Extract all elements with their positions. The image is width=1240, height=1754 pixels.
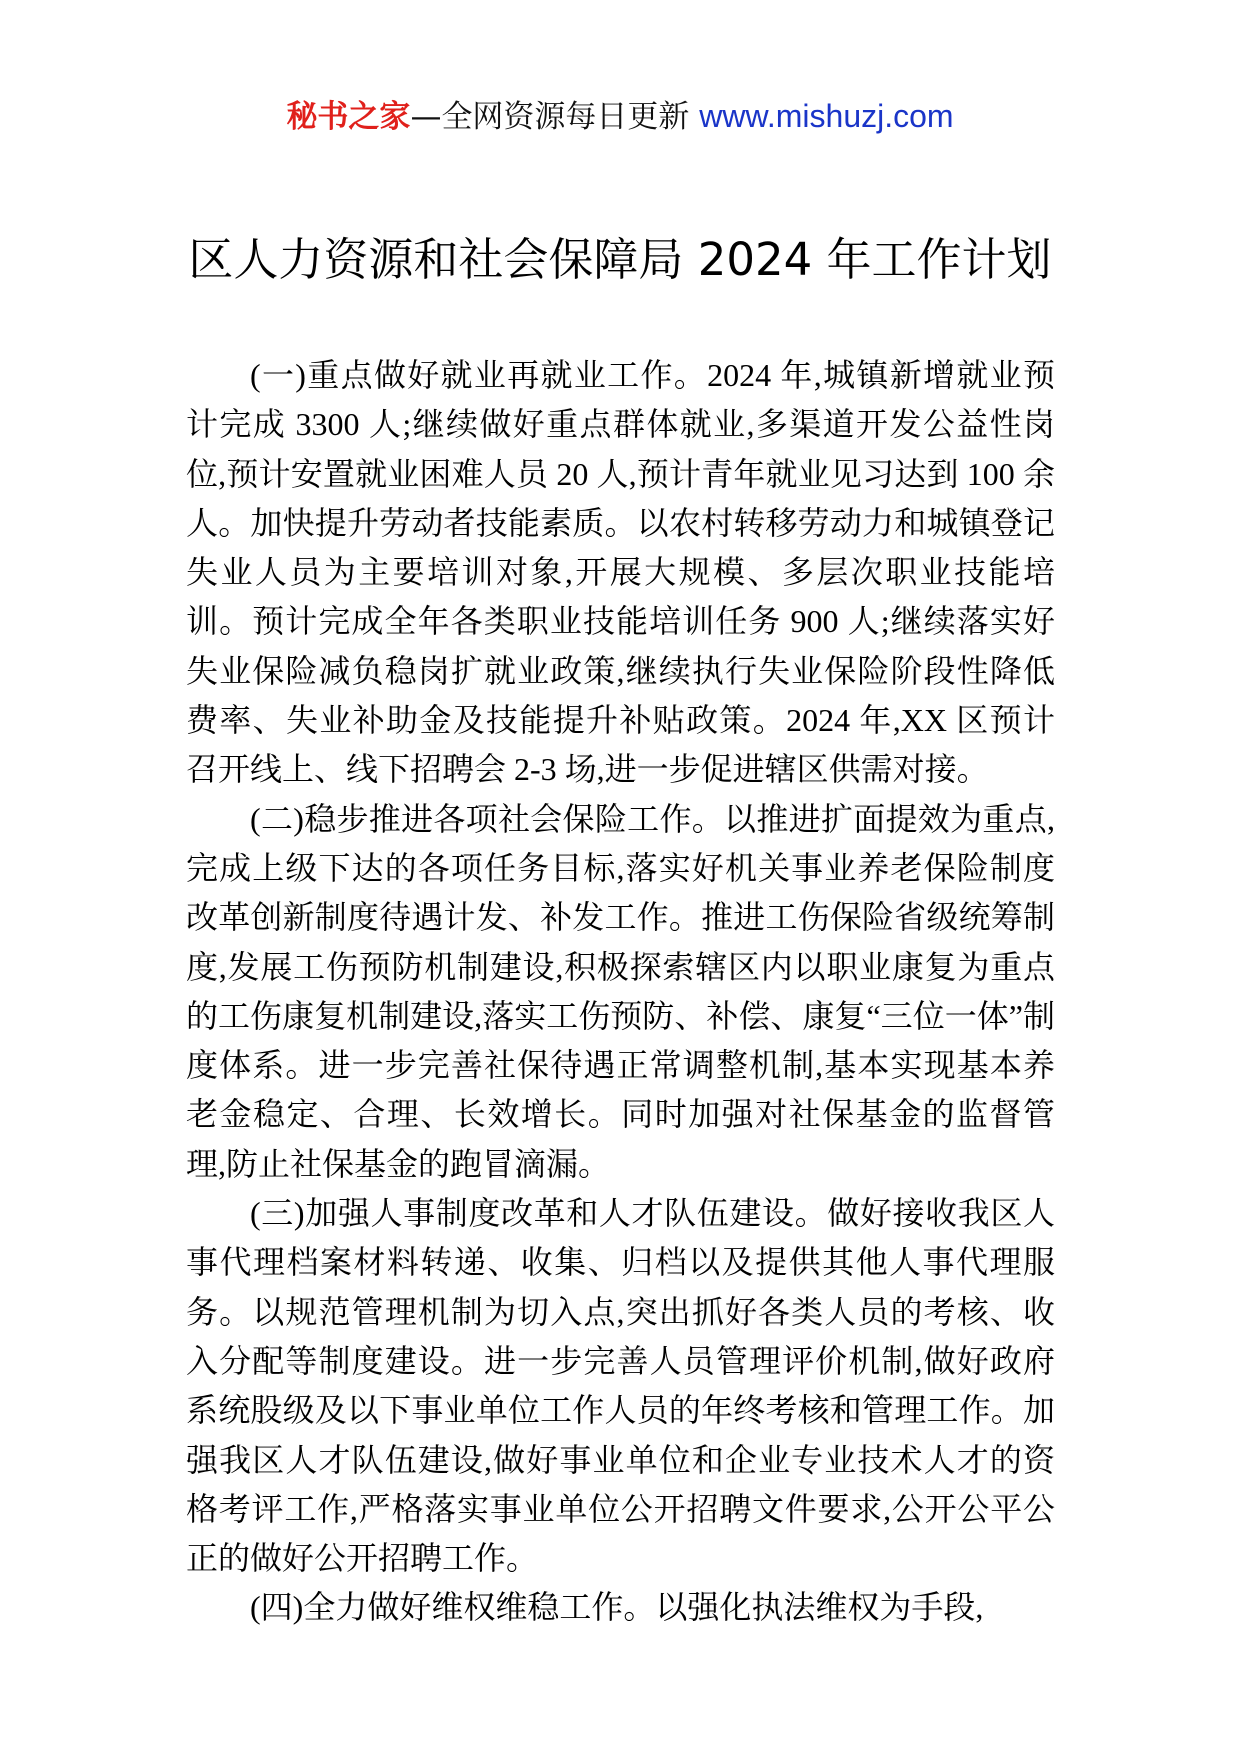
banner-tagline: —全网资源每日更新: [410, 99, 700, 135]
paragraph-rights-protection: (四)全力做好维权维稳工作。以强化执法维权为手段,: [250, 1589, 984, 1626]
paragraph-social-insurance: (二)稳步推进各项社会保险工作。以推进扩面提效为重点,完成上级下达的各项任务目标,落实好机关事业养老保险制度改革创新制度待遇计发、补发工作。推进工伤保险省级统筹制度,发展工伤预防机制建设,积极探索辖区内以职业康复为重点的工伤康复机制建设,落实工伤预防、补偿、康复“三位一体”制度体系。进一步完善社保待遇正常调整机制,基本实现基本养老金稳定、合理、长效增长。同时加强对社保基金的监督管理,防止社保基金的跑冒滴漏。: [186, 800, 1055, 1182]
document-body: [186, 351, 1055, 1633]
document-title: 区人力资源和社会保障局 2024 年工作计划: [188, 233, 1052, 286]
brand-name: 秘书之家: [286, 99, 411, 135]
paragraph-employment: (一)重点做好就业再就业工作。2024 年,城镇新增就业预计完成 3300 人;继续做好重点群体就业,多渠道开发公益性岗位,预计安置就业困难人员 20 人,预计青年就业见习达到 100 余人。加快提升劳动者技能素质。以农村转移劳动力和城镇登记失业人员为主要培训对象,开展大规模、多层次职业技能培训。预计完成全年各类职业技能培训任务 900 人;继续落实好失业保险减负稳岗扩就业政策,继续执行失业保险阶段性降低费率、失业补助金及技能提升补贴政策。2024 年,XX 区预计召开线上、线下招聘会 2-3 场,进一步促进辖区供需对接。: [186, 357, 1055, 788]
paragraph-personnel-reform: (三)加强人事制度改革和人才队伍建设。做好接收我区人事代理档案材料转递、收集、归档以及提供其他人事代理服务。以规范管理机制为切入点,突出抓好各类人员的考核、收入分配等制度建设。进一步完善人员管理评价机制,做好政府系统股级及以下事业单位工作人员的年终考核和管理工作。加强我区人才队伍建设,做好事业单位和企业专业技术人才的资格考评工作,严格落实事业单位公开招聘文件要求,公开公平公正的做好公开招聘工作。: [186, 1195, 1055, 1577]
site-banner: [0, 96, 1240, 137]
site-url-link[interactable]: www.mishuzj.com: [699, 98, 954, 134]
